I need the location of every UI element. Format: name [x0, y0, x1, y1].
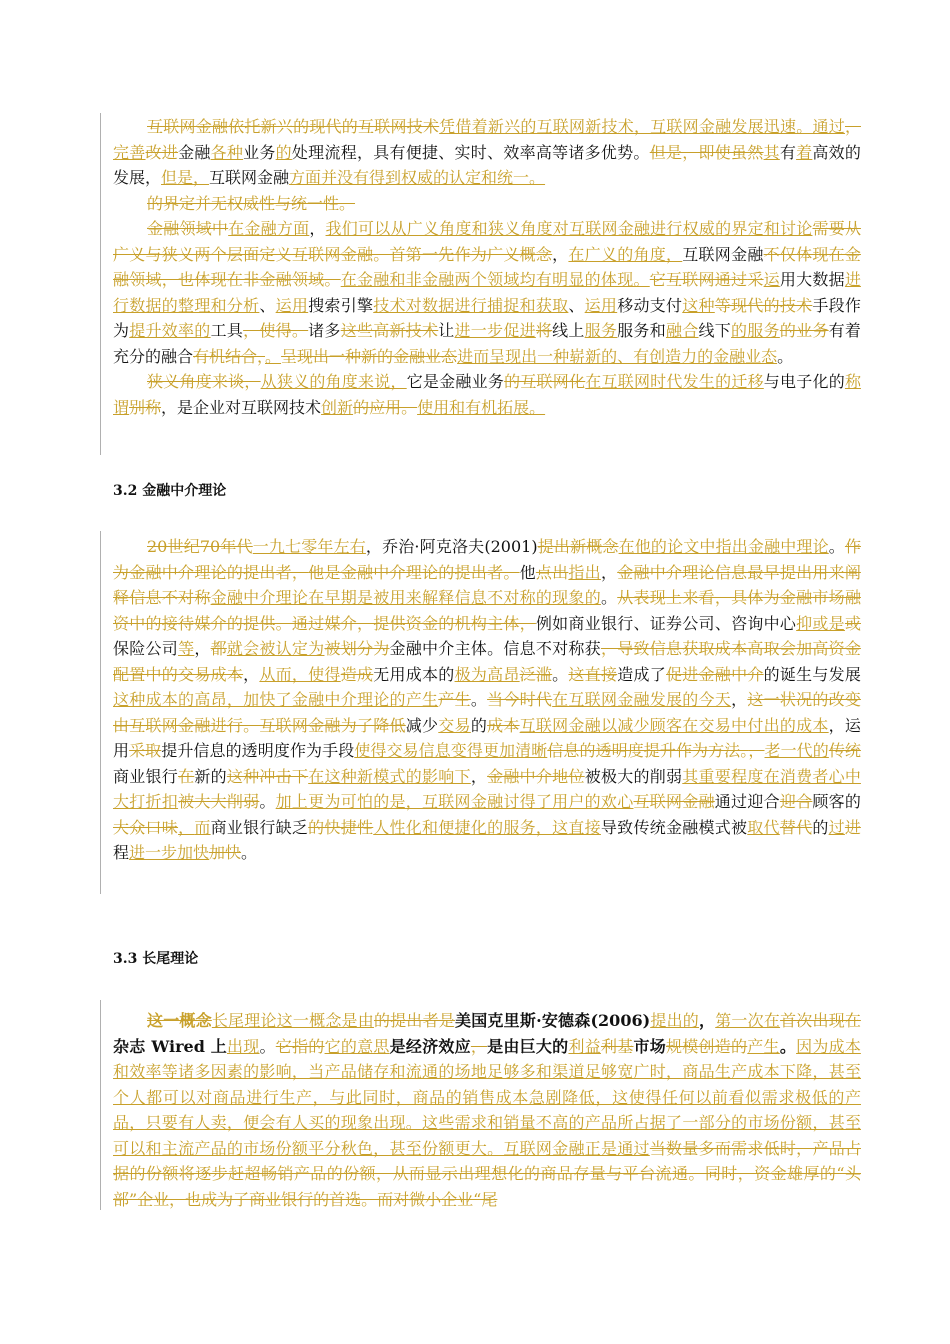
deleted-text: 有机结合， — [193, 346, 266, 366]
text-run: 线下 — [698, 321, 732, 340]
deleted-text: 互联网金融依托新兴的现代的互联网技术 — [147, 117, 440, 136]
deleted-text: 它指的 — [275, 1036, 325, 1056]
deleted-text: 作为金融中介理论的提出者， — [113, 537, 861, 582]
deleted-text: ， — [470, 1036, 488, 1056]
paragraph — [113, 369, 861, 420]
deleted-text: 等现代的技术 — [714, 295, 813, 315]
inserted-text: 在他的论文中指出金融中理论 — [618, 537, 829, 556]
text-run: 程 — [113, 843, 130, 862]
inserted-text: 运用 — [275, 295, 309, 315]
inserted-text: 凭借着新兴的互联网新技术，互联网金融发展迅速。通过 — [439, 117, 845, 136]
deleted-text: 点出 — [535, 562, 569, 582]
text-run: 新的 — [194, 766, 227, 786]
deleted-text: ， — [748, 741, 765, 760]
inserted-text: 在这种新模式的影响下 — [308, 766, 471, 786]
deleted-text: 的应用。 — [353, 397, 418, 417]
inserted-text: 交易 — [438, 715, 471, 735]
deleted-text: 在 — [178, 766, 195, 786]
inserted-text: 这种成本的高昂，加快了金融中介理论的产生 — [113, 690, 439, 709]
inserted-text: 着 — [796, 142, 813, 162]
section-2-body — [113, 534, 861, 866]
inserted-text: 创新 — [321, 397, 354, 417]
deleted-text: ，导致信息获取成本高取会加高资金配置中的交易成本 — [113, 639, 861, 684]
text-run: 诸多 — [308, 321, 341, 340]
text-run: ， — [309, 219, 326, 238]
inserted-text: 的 — [275, 142, 292, 162]
text-run: 通过迎合 — [714, 792, 780, 811]
inserted-text: 取代 — [747, 817, 780, 837]
inserted-text: 利益 — [568, 1036, 601, 1056]
deleted-text: 的提出者是 — [373, 1011, 456, 1030]
text-run: 商业银行 — [113, 766, 179, 786]
text-run: 的诞生与发展 — [763, 664, 861, 684]
deleted-text: 这一概念 — [147, 1011, 212, 1030]
deleted-text: 改进 — [145, 142, 179, 162]
inserted-text: 一九七零年左右 — [252, 537, 366, 556]
text-run: 处理流程，具有便捷、实时、效率高等诸多优势。 — [291, 142, 650, 162]
heading-3-3: 3.3 长尾理论 — [113, 951, 199, 967]
deleted-text: 促进金融中介 — [666, 664, 764, 684]
deleted-text: 采取 — [129, 741, 162, 760]
deleted-text: 的界定并无权威性与统一性。 — [147, 193, 356, 213]
inserted-text: 等 — [178, 639, 195, 658]
inserted-text: 。 — [265, 346, 282, 366]
inserted-text: 融合 — [665, 321, 699, 340]
text-run: 是由巨大的 — [487, 1036, 569, 1056]
deleted-text: 但是，即使虽然 — [649, 142, 764, 162]
text-run: 服务和 — [617, 321, 666, 340]
inserted-text: 提出的 — [650, 1011, 699, 1030]
heading-3-2: 3.2 金融中介理论 — [113, 483, 227, 499]
deleted-text: 互联网金融 — [633, 792, 715, 811]
text-run: 、 — [568, 295, 585, 315]
inserted-text: ， — [178, 817, 195, 837]
text-run: 有 — [779, 142, 797, 162]
deleted-text: 迎合 — [779, 792, 813, 811]
paragraph — [113, 114, 861, 191]
section-3-body — [113, 1008, 861, 1212]
deleted-text: 金融中介理论信息最早提出用来阐释信息不对称 — [113, 562, 861, 607]
inserted-text: 这种 — [682, 295, 715, 315]
inserted-text: 人性化和便捷化的服务，这直接 — [373, 817, 601, 837]
inserted-text: 方面并没有得到权威的认定和统一。 — [289, 168, 546, 187]
text-run: ，是企业对互联网技术 — [161, 397, 322, 417]
text-run: 无用成本的 — [373, 664, 455, 684]
deleted-text: 这种冲击下 — [226, 766, 309, 786]
text-run: 。 — [779, 1036, 797, 1056]
deleted-text: 采 — [747, 270, 764, 289]
inserted-text: 我们可以从广义角度和狭义角度对互联网金融进行权威的界定和讨论 — [325, 219, 813, 238]
inserted-text: 完善 — [113, 142, 146, 162]
deleted-text: ，使得。 — [243, 321, 309, 340]
text-run: ，运用 — [113, 715, 861, 760]
deleted-text: 替代 — [779, 817, 813, 837]
text-run: 顾客的 — [812, 792, 861, 811]
text-run: 被极大的削弱 — [584, 766, 683, 786]
inserted-text: 运用 — [584, 295, 618, 315]
change-bar — [100, 531, 101, 894]
text-run: 例如商业银行、证券公司、咨询中心 — [535, 613, 797, 633]
inserted-text: 产生 — [747, 1036, 780, 1056]
inserted-text: 运 — [763, 270, 780, 289]
text-run: 杂志 Wired 上 — [113, 1036, 227, 1056]
inserted-text: 进行数据的整理和分析 — [113, 270, 861, 315]
inserted-text: 技术对数据进行捕捉和获取 — [373, 295, 569, 315]
text-run: 。 — [470, 690, 488, 709]
inserted-text: 在互联网时代发生的迁移 — [585, 372, 764, 391]
change-bar — [100, 113, 101, 455]
deleted-text: 这一状况的改变由互联网金融进行。互联网金融为了降低 — [113, 690, 861, 735]
deleted-text: 进 — [844, 817, 861, 837]
text-run: ， — [470, 766, 488, 786]
inserted-text: 就会被认定为 — [226, 639, 325, 658]
text-run: 它是金融业务 — [406, 372, 505, 391]
paragraph — [113, 1008, 861, 1212]
text-run: 互联网金融 — [209, 168, 290, 187]
change-bar — [100, 1000, 101, 1210]
deleted-text: 利基 — [600, 1036, 634, 1056]
text-run: 用大数据 — [779, 270, 845, 289]
inserted-text: 从狭义的角度来说， — [260, 372, 407, 391]
inserted-text: 金融中介理论在早期是被用来解释信息不对称的现象的 — [210, 588, 601, 607]
deleted-text: 这直接 — [568, 664, 618, 684]
deleted-text: 当数量多而需求低时，产品占据的份额将逐步赶超畅销产品的份额，从而显示出理想化的商品存量与平台流通。同时，资金雄厚的“头部”企业，也成为了商业银行的首选。而对微小企业“尾 — [113, 1138, 861, 1209]
deleted-text: 首次出现在 — [780, 1011, 861, 1030]
inserted-text: 指出 — [568, 562, 601, 582]
deleted-text: 的业务 — [779, 321, 829, 340]
inserted-text: 进一步加快 — [129, 843, 210, 862]
text-run: 美国克里斯·安德森(2006) — [455, 1011, 651, 1030]
text-run: 金融中介主体。信息不对称获 — [389, 639, 601, 658]
paragraph — [113, 534, 861, 866]
text-run: ， — [552, 244, 569, 264]
inserted-text: 服务 — [584, 321, 618, 340]
deleted-text: 泛滥 — [519, 664, 553, 684]
text-run: 让 — [438, 321, 455, 340]
inserted-text: 从而，使得 — [259, 664, 341, 684]
inserted-text: 它的意思 — [324, 1036, 390, 1056]
deleted-text: 不仅体现在金融领域，也体现在非金融领域。 — [113, 244, 861, 289]
inserted-text: 出现 — [227, 1036, 260, 1056]
deleted-text: 传统 — [828, 741, 861, 760]
text-run: 互联网金融 — [682, 244, 764, 264]
deleted-text: 造成 — [340, 664, 374, 684]
deleted-text: 呈现出一种新的金融业态 — [281, 346, 458, 366]
inserted-text: 在广义的角度， — [568, 244, 683, 264]
text-run: 。 — [259, 792, 276, 811]
paragraph — [113, 216, 861, 369]
inserted-text: 而 — [194, 817, 211, 837]
inserted-text: 长尾理论这一概念是由 — [211, 1011, 374, 1030]
text-run: 的 — [470, 715, 488, 735]
deleted-text: 金融领域中 — [147, 219, 229, 238]
inserted-text: 进一步促进 — [454, 321, 536, 340]
text-run: 高效的发展， — [113, 142, 861, 187]
deleted-text: 大众口味 — [113, 817, 179, 837]
inserted-text: 进而呈现出一种崭新的、有创造力的金融业态 — [457, 346, 778, 366]
text-run: 移动支付 — [617, 295, 683, 315]
text-run: 。 — [552, 664, 569, 684]
deleted-text: 它互联网通过 — [649, 270, 748, 289]
text-run: 。 — [241, 843, 258, 862]
inserted-text: 老一代的 — [764, 741, 829, 760]
inserted-text: 在金融和非金融两个领域均有明显的体现。 — [340, 270, 650, 289]
deleted-text: 20世纪70年代 — [147, 537, 253, 556]
text-run: 有着充分的融合 — [113, 321, 861, 366]
text-run: 商业银行缺乏 — [210, 817, 309, 837]
text-run: 线上 — [552, 321, 585, 340]
deleted-text: 提出新概念 — [537, 537, 619, 556]
text-run: 他 — [519, 562, 536, 582]
inserted-text: 极为高昂 — [454, 664, 520, 684]
deleted-text: 产生 — [438, 690, 471, 709]
deleted-text: 都 — [210, 639, 227, 658]
inserted-text: 因为成本和效率等诸多因素的影响，当产品储存和流通的场地足够多和渠道足够宽广时，商品生产成本下降，甚至个人都可以对商品进行生产，与此同时，商品的销售成本急剧降低，这使得任何以前看似需求极低的产品，只要有人卖，便会有人买的现象出现。这些需求和销量不高的产品所占据了一部分的市场份额，甚至可以和主流产品的市场份额平分秋色，甚至份额更大。互联网金融正是通过 — [113, 1036, 861, 1158]
text-run: 提升信息的透明度作为手段 — [161, 741, 355, 760]
inserted-text: 的服务 — [731, 321, 780, 340]
text-run: 金融 — [178, 142, 211, 162]
section-1-body — [113, 114, 861, 420]
deleted-text: 别称 — [129, 397, 162, 417]
deleted-text: 狭义角度来谈， — [147, 372, 261, 391]
text-run: 减少 — [405, 715, 439, 735]
inserted-text: 但是， — [161, 168, 210, 187]
deleted-text: 需要从广义与狭义两个层面定义互联网金融。首第一先作为广义概念 — [113, 219, 861, 264]
text-run: 。 — [828, 537, 845, 556]
text-run: 市场 — [633, 1036, 666, 1056]
inserted-text: 其 — [763, 142, 780, 162]
deleted-text: 当今时代 — [487, 690, 553, 709]
inserted-text: 在金融方面 — [228, 219, 310, 238]
deleted-text: 或 — [844, 613, 861, 633]
deleted-text: 从表现上来看，具体为金融市场融资中的接待媒介的提供。通过媒介，提供资金的机构主体， — [113, 588, 861, 633]
paragraph — [113, 191, 861, 217]
inserted-text: 提升效率的 — [129, 321, 211, 340]
deleted-text: 将 — [535, 321, 553, 340]
text-run: ， — [600, 562, 618, 582]
inserted-text: 加上更为可怕的是，互联网金融讨得了用户的欢心 — [275, 792, 634, 811]
text-run: 导致传统金融模式被 — [600, 817, 748, 837]
text-run: 业务 — [243, 142, 276, 162]
inserted-text: 第一次在 — [715, 1011, 781, 1030]
deleted-text: 被划分为 — [324, 639, 390, 658]
deleted-text: 金融中介地位 — [487, 766, 585, 786]
text-run: 是经济效应 — [389, 1036, 471, 1056]
deleted-text: 规模创造的 — [666, 1036, 748, 1056]
text-run: 。 — [777, 346, 794, 366]
inserted-text: 各种 — [210, 142, 244, 162]
text-run: 工具 — [210, 321, 244, 340]
inserted-text: 过 — [828, 817, 845, 837]
inserted-text: 其重要程度在消费者心中大打折扣 — [113, 766, 861, 811]
deleted-text: 这些高新技术 — [340, 321, 439, 340]
text-run: ， — [699, 1011, 716, 1030]
deleted-text: 成本 — [487, 715, 520, 735]
text-run: ， — [243, 664, 260, 684]
text-run: 的 — [812, 817, 829, 837]
text-run: 造成了 — [617, 664, 667, 684]
inserted-text: 互联网金融以减少顾客在交易中付出的成本 — [519, 715, 829, 735]
inserted-text: 抑或是 — [796, 613, 845, 633]
deleted-text: 的快捷性 — [308, 817, 374, 837]
deleted-text: 被大大削弱 — [178, 792, 260, 811]
inserted-text: 在互联网金融发展的今天 — [552, 690, 732, 709]
text-run: ， — [194, 639, 211, 658]
text-run: ，乔治·阿克洛夫(2001) — [365, 537, 538, 556]
deleted-text: 信息的透明度提升作为方法。 — [547, 741, 749, 760]
text-run: ， — [731, 690, 748, 709]
inserted-text: 使用和有机拓展。 — [417, 397, 546, 417]
deleted-text: ， — [844, 117, 861, 136]
deleted-text: 的互联网化 — [504, 372, 586, 391]
deleted-text: 加快 — [209, 843, 242, 862]
inserted-text: 称谓 — [113, 372, 861, 417]
text-run: 搜索引擎 — [308, 295, 374, 315]
text-run: 。 — [600, 588, 618, 607]
deleted-text: 他是金融中介理论的提出者。 — [308, 562, 520, 582]
text-run: 保险公司 — [113, 639, 179, 658]
inserted-text: 使得交易信息变得更加清晰 — [354, 741, 548, 760]
text-run: 、 — [259, 295, 276, 315]
text-run: 与电子化的 — [763, 372, 845, 391]
text-run: 。 — [259, 1036, 276, 1056]
text-run: 手段作为 — [113, 295, 861, 340]
